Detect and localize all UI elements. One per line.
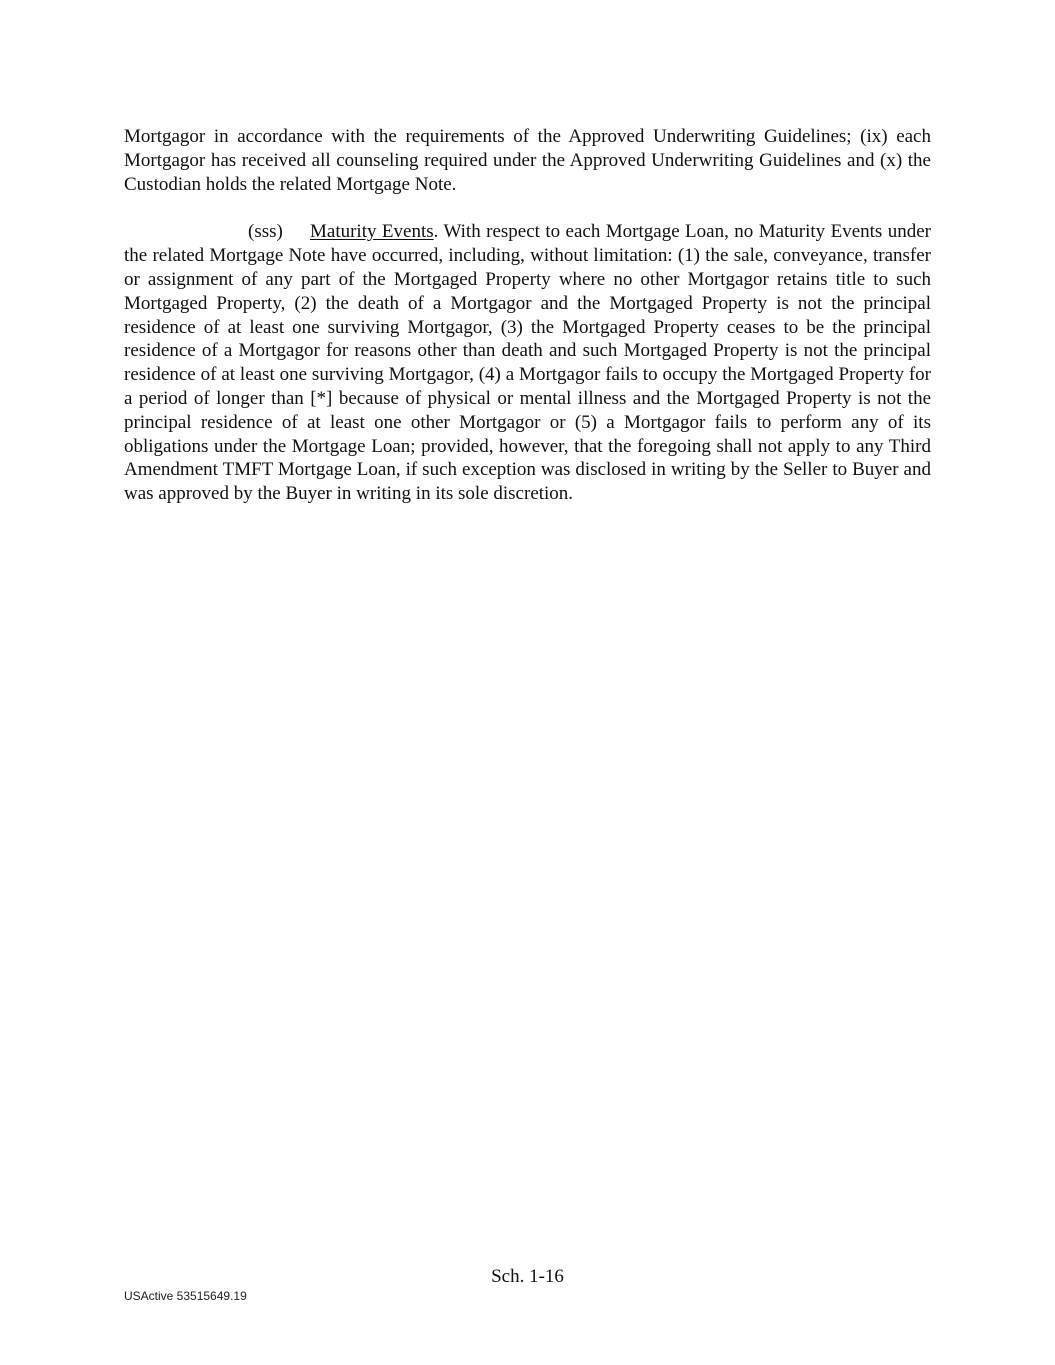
document-id: USActive 53515649.19 <box>124 1289 247 1303</box>
continued-paragraph: Mortgagor in accordance with the requirements of the Approved Underwriting Guidelines; (ix) each Mortgagor has received all counseling required under the Approved Underwriting Guidelines and (x) the Custodian holds the related Mortgage Note. <box>124 126 931 195</box>
section-sss-paragraph <box>124 220 931 506</box>
page-number: Sch. 1-16 <box>491 1266 564 1287</box>
section-heading: Maturity Events <box>310 221 434 243</box>
section-text: . With respect to each Mortgage Loan, no Maturity Events under the related Mortgage Note have occurred, including, without limitation: (1) the sale, conveyance, transfer or assignment of any part of the Mortgaged Property where no other Mortgagor retains title to such Mortgaged Property, (2) the death of a Mortgagor and the Mortgaged Property is not the principal residence of at least one surviving Mortgagor, (3) the Mortgaged Property ceases to be the principal residence of a Mortgagor for reasons other than death and such Mortgaged Property is not the principal residence of at least one surviving Mortgagor, (4) a Mortgagor fails to occupy the Mortgaged Property for a period of longer than [*] because of physical or mental illness and the Mortgaged Property is not the principal residence of at least one other Mortgagor or (5) a Mortgagor fails to perform any of its obligations under the Mortgage Loan; provided, however, that the foregoing shall not apply to any Third Amendment TMFT Mortgage Loan, if such exception was disclosed in writing by the Seller to Buyer and was approved by the Buyer in writing in its sole discretion. <box>124 221 932 505</box>
document-body <box>124 125 931 506</box>
section-number: (sss) <box>248 221 283 243</box>
